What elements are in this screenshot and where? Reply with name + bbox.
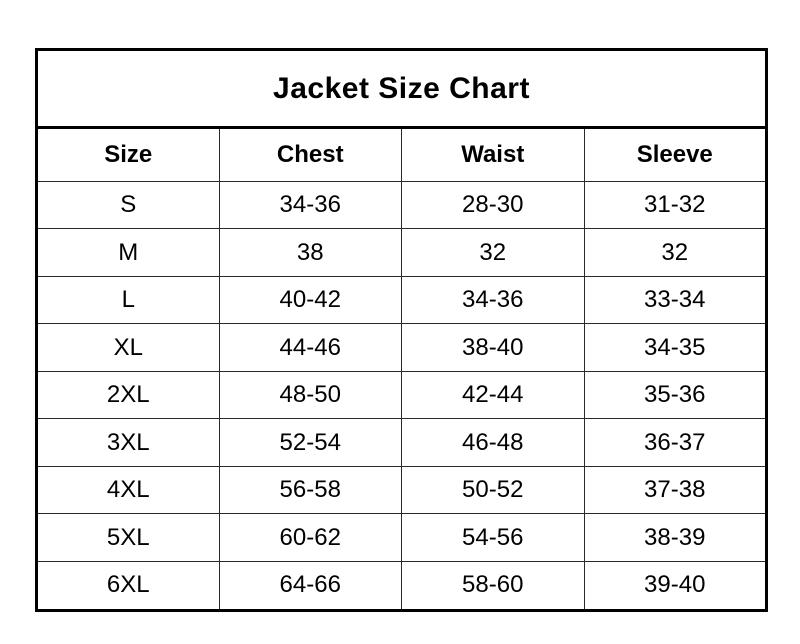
value-cell: 31-32 xyxy=(584,182,767,229)
title-row xyxy=(37,50,767,128)
value-cell: 38 xyxy=(219,229,402,276)
value-cell: 48-50 xyxy=(219,371,402,418)
value-cell: 32 xyxy=(402,229,585,276)
value-cell: 34-35 xyxy=(584,324,767,371)
size-cell: 6XL xyxy=(37,561,220,610)
value-cell: 54-56 xyxy=(402,514,585,561)
table-body xyxy=(37,182,767,611)
value-cell: 37-38 xyxy=(584,466,767,513)
value-cell: 36-37 xyxy=(584,419,767,466)
value-cell: 34-36 xyxy=(402,276,585,323)
value-cell: 58-60 xyxy=(402,561,585,610)
table-head xyxy=(37,50,767,182)
size-cell: S xyxy=(37,182,220,229)
value-cell: 52-54 xyxy=(219,419,402,466)
value-cell: 39-40 xyxy=(584,561,767,610)
value-cell: 34-36 xyxy=(219,182,402,229)
table-row xyxy=(37,466,767,513)
header-row xyxy=(37,128,767,182)
table-row xyxy=(37,371,767,418)
value-cell: 33-34 xyxy=(584,276,767,323)
size-cell: L xyxy=(37,276,220,323)
size-cell: 3XL xyxy=(37,419,220,466)
value-cell: 50-52 xyxy=(402,466,585,513)
value-cell: 32 xyxy=(584,229,767,276)
column-header-size: Size xyxy=(37,128,220,182)
size-chart-table xyxy=(35,48,768,612)
value-cell: 38-39 xyxy=(584,514,767,561)
size-cell: 5XL xyxy=(37,514,220,561)
value-cell: 44-46 xyxy=(219,324,402,371)
table-row xyxy=(37,182,767,229)
column-header-waist: Waist xyxy=(402,128,585,182)
size-cell: M xyxy=(37,229,220,276)
table-row xyxy=(37,561,767,610)
value-cell: 35-36 xyxy=(584,371,767,418)
size-cell: XL xyxy=(37,324,220,371)
column-header-chest: Chest xyxy=(219,128,402,182)
value-cell: 40-42 xyxy=(219,276,402,323)
size-cell: 2XL xyxy=(37,371,220,418)
value-cell: 38-40 xyxy=(402,324,585,371)
value-cell: 28-30 xyxy=(402,182,585,229)
table-row xyxy=(37,419,767,466)
table-row xyxy=(37,514,767,561)
table-row xyxy=(37,324,767,371)
column-header-sleeve: Sleeve xyxy=(584,128,767,182)
value-cell: 46-48 xyxy=(402,419,585,466)
table-row xyxy=(37,229,767,276)
size-cell: 4XL xyxy=(37,466,220,513)
value-cell: 60-62 xyxy=(219,514,402,561)
chart-title: Jacket Size Chart xyxy=(37,50,767,128)
value-cell: 56-58 xyxy=(219,466,402,513)
value-cell: 42-44 xyxy=(402,371,585,418)
table-row xyxy=(37,276,767,323)
value-cell: 64-66 xyxy=(219,561,402,610)
